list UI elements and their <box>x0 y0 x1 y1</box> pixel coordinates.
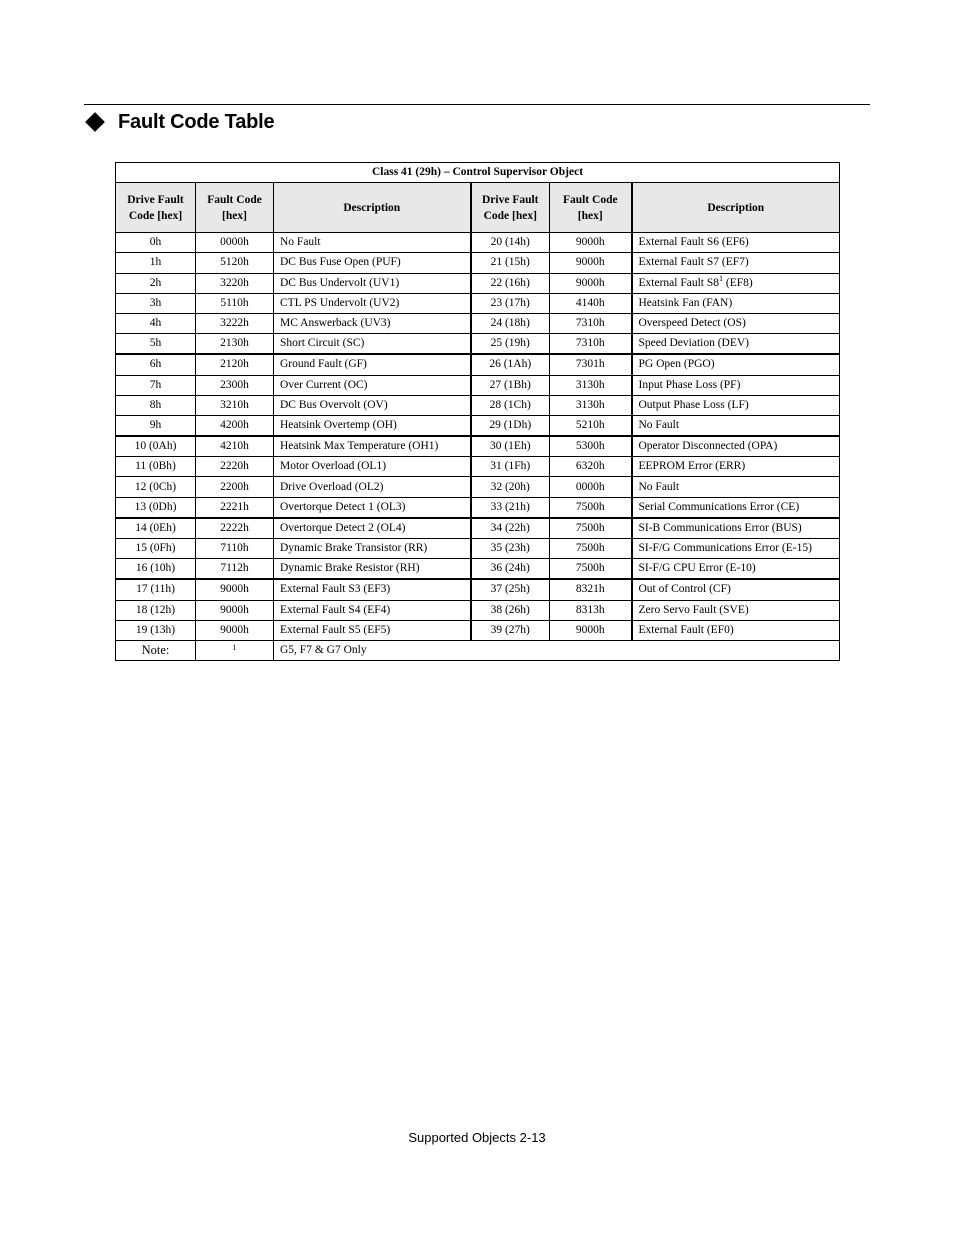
drive-fault-code-2-cell <box>471 273 550 293</box>
fault-code-cell <box>196 415 274 436</box>
header-description: Description <box>274 183 471 233</box>
drive-fault-code-cell-text: 5h <box>149 337 162 350</box>
drive-fault-code-cell <box>116 293 196 313</box>
drive-fault-code-2-cell <box>471 253 550 273</box>
table-row <box>116 233 840 253</box>
drive-fault-code-2-cell <box>471 375 550 395</box>
description-2-cell <box>632 395 840 415</box>
drive-fault-code-cell-text: 11 (0Bh) <box>135 460 176 473</box>
fault-code-cell <box>196 457 274 477</box>
description-2-cell-text: Zero Servo Fault (SVE) <box>638 603 749 616</box>
description-cell-text: DC Bus Fuse Open (PUF) <box>280 256 401 269</box>
fault-code-2-cell <box>550 354 632 375</box>
fault-code-2-cell-text: 9000h <box>575 236 605 249</box>
page-title: Fault Code Table <box>118 110 275 133</box>
fault-code-2-cell-text: 7500h <box>575 521 605 534</box>
description-2-cell <box>632 273 840 293</box>
fault-code-2-cell-text: 4140h <box>575 296 605 309</box>
fault-code-cell <box>196 579 274 600</box>
description-2-cell-text: Serial Communications Error (CE) <box>638 500 800 513</box>
fault-code-cell-text: 7110h <box>220 542 249 555</box>
drive-fault-code-2-cell-text: 25 (19h) <box>490 337 530 350</box>
fault-code-cell-text: 2300h <box>220 378 249 391</box>
drive-fault-code-2-cell-text: 39 (27h) <box>490 623 530 636</box>
table-row <box>116 539 840 559</box>
table-row <box>116 620 840 640</box>
drive-fault-code-cell <box>116 497 196 518</box>
drive-fault-code-cell <box>116 559 196 580</box>
header-description-2: Description <box>632 183 840 233</box>
drive-fault-code-cell-text: 18 (12h) <box>135 603 176 616</box>
description-2-cell-text: External Fault S6 (EF6) <box>638 236 749 249</box>
drive-fault-code-cell <box>116 477 196 497</box>
fault-code-2-cell <box>550 233 632 253</box>
drive-fault-code-2-cell <box>471 600 550 620</box>
drive-fault-code-2-cell <box>471 559 550 580</box>
fault-code-cell <box>196 539 274 559</box>
drive-fault-code-2-cell-text: 29 (1Dh) <box>489 418 532 431</box>
description-cell-text: Ground Fault (GF) <box>280 358 367 371</box>
drive-fault-code-cell-text: 0h <box>149 236 162 249</box>
fault-code-2-cell <box>550 334 632 355</box>
description-2-cell <box>632 415 840 436</box>
table-row <box>116 415 840 436</box>
section-heading <box>84 108 274 136</box>
drive-fault-code-2-cell-text: 34 (22h) <box>490 521 530 534</box>
table-row <box>116 518 840 539</box>
description-2-cell <box>632 477 840 497</box>
table-row <box>116 436 840 457</box>
fault-code-2-cell-text: 9000h <box>575 256 605 269</box>
drive-fault-code-2-cell-text: 30 (1Eh) <box>489 440 531 453</box>
table-row <box>116 354 840 375</box>
fault-code-cell <box>196 395 274 415</box>
fault-code-cell <box>196 436 274 457</box>
fault-code-cell <box>196 620 274 640</box>
fault-code-2-cell <box>550 518 632 539</box>
page-footer: Supported Objects 2-13 <box>408 1130 546 1145</box>
drive-fault-code-2-cell <box>471 415 550 436</box>
fault-code-2-cell-text: 5300h <box>575 440 605 453</box>
drive-fault-code-cell-text: 2h <box>149 276 162 289</box>
fault-code-cell-text: 2120h <box>220 358 249 371</box>
fault-code-cell-text: 2130h <box>220 337 249 350</box>
description-cell-text: Drive Overload (OL2) <box>280 480 384 493</box>
table-row <box>116 559 840 580</box>
fault-code-2-cell <box>550 620 632 640</box>
description-2-cell-text: Overspeed Detect (OS) <box>638 317 746 330</box>
fault-code-cell <box>196 233 274 253</box>
drive-fault-code-cell-text: 7h <box>149 378 162 391</box>
fault-code-2-cell-text: 3130h <box>575 398 605 411</box>
drive-fault-code-cell <box>116 539 196 559</box>
description-2-cell-text: SI-F/G CPU Error (E-10) <box>638 562 756 575</box>
header-drive-fault-code-2: Drive Fault Code [hex] <box>471 183 550 233</box>
fault-code-cell <box>196 375 274 395</box>
header-rule <box>84 104 870 105</box>
fault-code-2-cell <box>550 539 632 559</box>
drive-fault-code-cell <box>116 415 196 436</box>
fault-code-cell-text: 0000h <box>220 236 249 249</box>
description-2-cell-text: EEPROM Error (ERR) <box>638 460 746 473</box>
drive-fault-code-2-cell <box>471 457 550 477</box>
drive-fault-code-cell <box>116 457 196 477</box>
drive-fault-code-cell <box>116 579 196 600</box>
drive-fault-code-cell-text: 6h <box>149 358 162 371</box>
drive-fault-code-cell-text: 13 (0Dh) <box>134 500 177 513</box>
description-2-cell-text: Heatsink Fan (FAN) <box>638 296 733 309</box>
fault-code-2-cell-text: 7310h <box>575 337 605 350</box>
fault-code-2-cell <box>550 497 632 518</box>
fault-code-2-cell <box>550 477 632 497</box>
fault-code-2-cell <box>550 273 632 293</box>
table-row <box>116 375 840 395</box>
drive-fault-code-2-cell <box>471 395 550 415</box>
drive-fault-code-2-cell <box>471 436 550 457</box>
note-marker: 1 <box>196 640 274 660</box>
fault-code-cell-text: 9000h <box>220 623 249 636</box>
drive-fault-code-2-cell <box>471 293 550 313</box>
drive-fault-code-2-cell-text: 20 (14h) <box>490 236 530 249</box>
description-cell-text: External Fault S5 (EF5) <box>280 623 391 636</box>
description-cell-text: MC Answerback (UV3) <box>280 317 391 330</box>
description-2-cell <box>632 354 840 375</box>
fault-code-cell <box>196 313 274 333</box>
description-cell <box>274 620 471 640</box>
fault-code-2-cell-text: 9000h <box>575 623 605 636</box>
description-cell <box>274 559 471 580</box>
drive-fault-code-cell <box>116 375 196 395</box>
fault-code-cell-text: 3220h <box>220 276 249 289</box>
description-cell <box>274 539 471 559</box>
description-cell-text: External Fault S4 (EF4) <box>280 603 391 616</box>
fault-code-cell-text: 9000h <box>220 603 249 616</box>
fault-code-cell <box>196 477 274 497</box>
description-cell <box>274 395 471 415</box>
description-cell <box>274 253 471 273</box>
table-row <box>116 497 840 518</box>
description-2-cell <box>632 600 840 620</box>
fault-code-2-cell <box>550 457 632 477</box>
drive-fault-code-2-cell <box>471 539 550 559</box>
drive-fault-code-cell <box>116 253 196 273</box>
fault-code-cell <box>196 293 274 313</box>
description-cell-text: External Fault S3 (EF3) <box>280 583 391 596</box>
drive-fault-code-2-cell-text: 22 (16h) <box>490 276 530 289</box>
fault-code-2-cell-text: 7301h <box>575 358 605 371</box>
fault-code-cell-text: 7112h <box>220 562 249 575</box>
drive-fault-code-cell-text: 19 (13h) <box>135 623 176 636</box>
description-2-cell <box>632 253 840 273</box>
fault-code-2-cell-text: 0000h <box>575 480 605 493</box>
fault-code-cell-text: 5120h <box>220 256 249 269</box>
fault-code-2-cell-text: 9000h <box>575 276 605 289</box>
fault-code-cell <box>196 559 274 580</box>
description-2-cell <box>632 436 840 457</box>
note-text: G5, F7 & G7 Only <box>274 640 840 660</box>
description-2-tail: (EF8) <box>723 276 753 289</box>
fault-code-cell <box>196 273 274 293</box>
drive-fault-code-2-cell <box>471 518 550 539</box>
header-drive-fault-code: Drive Fault Code [hex] <box>116 183 196 233</box>
drive-fault-code-cell-text: 8h <box>149 398 162 411</box>
fault-code-cell <box>196 354 274 375</box>
table-row <box>116 457 840 477</box>
description-cell <box>274 457 471 477</box>
description-2-cell <box>632 313 840 333</box>
drive-fault-code-cell <box>116 436 196 457</box>
drive-fault-code-2-cell-text: 27 (1Bh) <box>489 378 531 391</box>
drive-fault-code-cell <box>116 354 196 375</box>
description-cell-text: DC Bus Overvolt (OV) <box>280 398 388 411</box>
fault-code-2-cell <box>550 375 632 395</box>
fault-code-2-cell-text: 6320h <box>575 460 605 473</box>
fault-code-2-cell <box>550 253 632 273</box>
fault-code-2-cell-text: 3130h <box>575 378 605 391</box>
fault-code-cell <box>196 253 274 273</box>
drive-fault-code-cell <box>116 518 196 539</box>
description-2-cell <box>632 375 840 395</box>
fault-code-cell <box>196 334 274 355</box>
fault-code-cell <box>196 497 274 518</box>
description-cell-text: Heatsink Max Temperature (OH1) <box>280 440 439 453</box>
description-2-cell-text: PG Open (PGO) <box>638 358 715 371</box>
drive-fault-code-2-cell <box>471 233 550 253</box>
description-2-cell-text: Out of Control (CF) <box>638 583 731 596</box>
drive-fault-code-2-cell <box>471 579 550 600</box>
description-cell <box>274 477 471 497</box>
description-2-cell <box>632 620 840 640</box>
drive-fault-code-cell <box>116 313 196 333</box>
description-2-cell-text: No Fault <box>638 418 680 431</box>
description-2-cell <box>632 559 840 580</box>
drive-fault-code-cell-text: 17 (11h) <box>136 583 175 596</box>
description-2-cell-text: External Fault S7 (EF7) <box>638 256 749 269</box>
drive-fault-code-2-cell <box>471 334 550 355</box>
table-row <box>116 600 840 620</box>
fault-code-2-cell <box>550 293 632 313</box>
fault-code-cell-text: 2200h <box>220 480 249 493</box>
description-2-cell-text: SI-B Communications Error (BUS) <box>638 521 802 534</box>
drive-fault-code-cell-text: 15 (0Fh) <box>135 542 176 555</box>
drive-fault-code-2-cell-text: 35 (23h) <box>490 542 530 555</box>
description-cell <box>274 334 471 355</box>
drive-fault-code-2-cell-text: 23 (17h) <box>490 296 530 309</box>
fault-code-cell-text: 5110h <box>220 296 249 309</box>
description-cell <box>274 313 471 333</box>
table-body <box>116 233 840 641</box>
drive-fault-code-2-cell <box>471 354 550 375</box>
description-cell <box>274 354 471 375</box>
description-cell <box>274 273 471 293</box>
description-2-cell <box>632 334 840 355</box>
fault-code-2-cell-text: 7500h <box>575 562 605 575</box>
description-cell-text: DC Bus Undervolt (UV1) <box>280 276 400 289</box>
description-cell-text: No Fault <box>280 236 321 249</box>
drive-fault-code-cell-text: 4h <box>149 317 162 330</box>
table-row <box>116 253 840 273</box>
table-row <box>116 477 840 497</box>
table-row <box>116 293 840 313</box>
fault-code-cell <box>196 518 274 539</box>
fault-code-2-cell-text: 7310h <box>575 317 605 330</box>
description-cell <box>274 518 471 539</box>
description-cell-text: Over Current (OC) <box>280 378 368 391</box>
fault-code-cell-text: 2222h <box>220 521 249 534</box>
description-cell-text: Overtorque Detect 1 (OL3) <box>280 500 406 513</box>
drive-fault-code-cell-text: 12 (0Ch) <box>134 480 177 493</box>
description-2-cell-text: External Fault S8 <box>638 276 719 289</box>
drive-fault-code-cell-text: 16 (10h) <box>135 562 176 575</box>
table-row <box>116 273 840 293</box>
drive-fault-code-2-cell-text: 31 (1Fh) <box>490 460 531 473</box>
description-cell <box>274 436 471 457</box>
description-2-cell-text: External Fault (EF0) <box>638 623 734 636</box>
fault-code-cell-text: 2220h <box>220 460 249 473</box>
drive-fault-code-cell <box>116 273 196 293</box>
description-cell-text: Dynamic Brake Resistor (RH) <box>280 562 420 575</box>
drive-fault-code-cell <box>116 233 196 253</box>
description-2-cell <box>632 579 840 600</box>
description-cell <box>274 415 471 436</box>
fault-code-2-cell-text: 7500h <box>575 500 605 513</box>
drive-fault-code-cell-text: 10 (0Ah) <box>134 440 177 453</box>
fault-code-2-cell <box>550 313 632 333</box>
fault-code-cell-text: 3222h <box>220 317 249 330</box>
description-cell <box>274 293 471 313</box>
drive-fault-code-2-cell <box>471 313 550 333</box>
header-fault-code: Fault Code [hex] <box>196 183 274 233</box>
description-2-cell <box>632 497 840 518</box>
fault-code-2-cell <box>550 600 632 620</box>
drive-fault-code-cell-text: 9h <box>149 418 162 431</box>
fault-code-2-cell <box>550 395 632 415</box>
description-2-cell <box>632 539 840 559</box>
fault-code-cell-text: 9000h <box>220 583 249 596</box>
description-cell <box>274 497 471 518</box>
drive-fault-code-cell-text: 14 (0Eh) <box>135 521 176 534</box>
drive-fault-code-2-cell-text: 36 (24h) <box>490 562 530 575</box>
drive-fault-code-2-cell-text: 26 (1Ah) <box>489 358 532 371</box>
description-cell <box>274 579 471 600</box>
drive-fault-code-2-cell <box>471 477 550 497</box>
drive-fault-code-2-cell-text: 32 (20h) <box>490 480 530 493</box>
fault-code-2-cell-text: 7500h <box>575 542 605 555</box>
table-row <box>116 395 840 415</box>
drive-fault-code-2-cell-text: 24 (18h) <box>490 317 530 330</box>
drive-fault-code-2-cell <box>471 497 550 518</box>
fault-code-2-cell <box>550 579 632 600</box>
description-cell-text: Motor Overload (OL1) <box>280 460 387 473</box>
fault-code-cell-text: 3210h <box>220 398 249 411</box>
table-row <box>116 313 840 333</box>
description-2-cell <box>632 457 840 477</box>
fault-code-cell <box>196 600 274 620</box>
description-cell-text: Short Circuit (SC) <box>280 337 365 350</box>
table-caption: Class 41 (29h) – Control Supervisor Object <box>116 163 840 183</box>
diamond-bullet-icon <box>85 112 105 132</box>
description-2-cell-text: SI-F/G Communications Error (E-15) <box>638 542 812 555</box>
drive-fault-code-cell <box>116 600 196 620</box>
drive-fault-code-2-cell-text: 33 (21h) <box>490 500 530 513</box>
description-2-cell-text: Output Phase Loss (LF) <box>638 398 749 411</box>
table-row <box>116 334 840 355</box>
description-cell <box>274 600 471 620</box>
description-2-cell <box>632 518 840 539</box>
drive-fault-code-2-cell-text: 38 (26h) <box>490 603 530 616</box>
description-2-cell-text: Operator Disconnected (OPA) <box>638 440 778 453</box>
drive-fault-code-cell-text: 1h <box>149 256 162 269</box>
description-2-cell-text: Input Phase Loss (PF) <box>638 378 741 391</box>
description-cell-text: CTL PS Undervolt (UV2) <box>280 296 400 309</box>
description-cell-text: Dynamic Brake Transistor (RR) <box>280 542 428 555</box>
description-cell <box>274 233 471 253</box>
drive-fault-code-2-cell <box>471 620 550 640</box>
fault-code-table <box>115 162 840 661</box>
header-fault-code-2: Fault Code [hex] <box>550 183 632 233</box>
drive-fault-code-cell <box>116 395 196 415</box>
drive-fault-code-2-cell-text: 21 (15h) <box>490 256 530 269</box>
drive-fault-code-cell-text: 3h <box>149 296 162 309</box>
drive-fault-code-cell <box>116 334 196 355</box>
description-2-cell-text: Speed Deviation (DEV) <box>638 337 749 350</box>
drive-fault-code-2-cell-text: 28 (1Ch) <box>489 398 531 411</box>
description-2-cell <box>632 233 840 253</box>
fault-code-2-cell <box>550 415 632 436</box>
fault-code-2-cell-text: 5210h <box>575 418 605 431</box>
drive-fault-code-2-cell-text: 37 (25h) <box>490 583 530 596</box>
fault-code-cell-text: 2221h <box>220 500 249 513</box>
fault-code-2-cell-text: 8321h <box>575 583 605 596</box>
description-cell <box>274 375 471 395</box>
description-cell-text: Overtorque Detect 2 (OL4) <box>280 521 406 534</box>
fault-code-2-cell-text: 8313h <box>575 603 605 616</box>
description-2-cell <box>632 293 840 313</box>
footnote-marker: 1 <box>719 273 723 283</box>
table-row <box>116 579 840 600</box>
description-2-cell-text: No Fault <box>638 480 680 493</box>
fault-code-cell-text: 4210h <box>220 440 249 453</box>
drive-fault-code-cell <box>116 620 196 640</box>
fault-code-2-cell <box>550 559 632 580</box>
fault-code-2-cell <box>550 436 632 457</box>
note-label: Note: <box>116 640 196 660</box>
description-cell-text: Heatsink Overtemp (OH) <box>280 418 397 431</box>
fault-code-cell-text: 4200h <box>220 418 249 431</box>
